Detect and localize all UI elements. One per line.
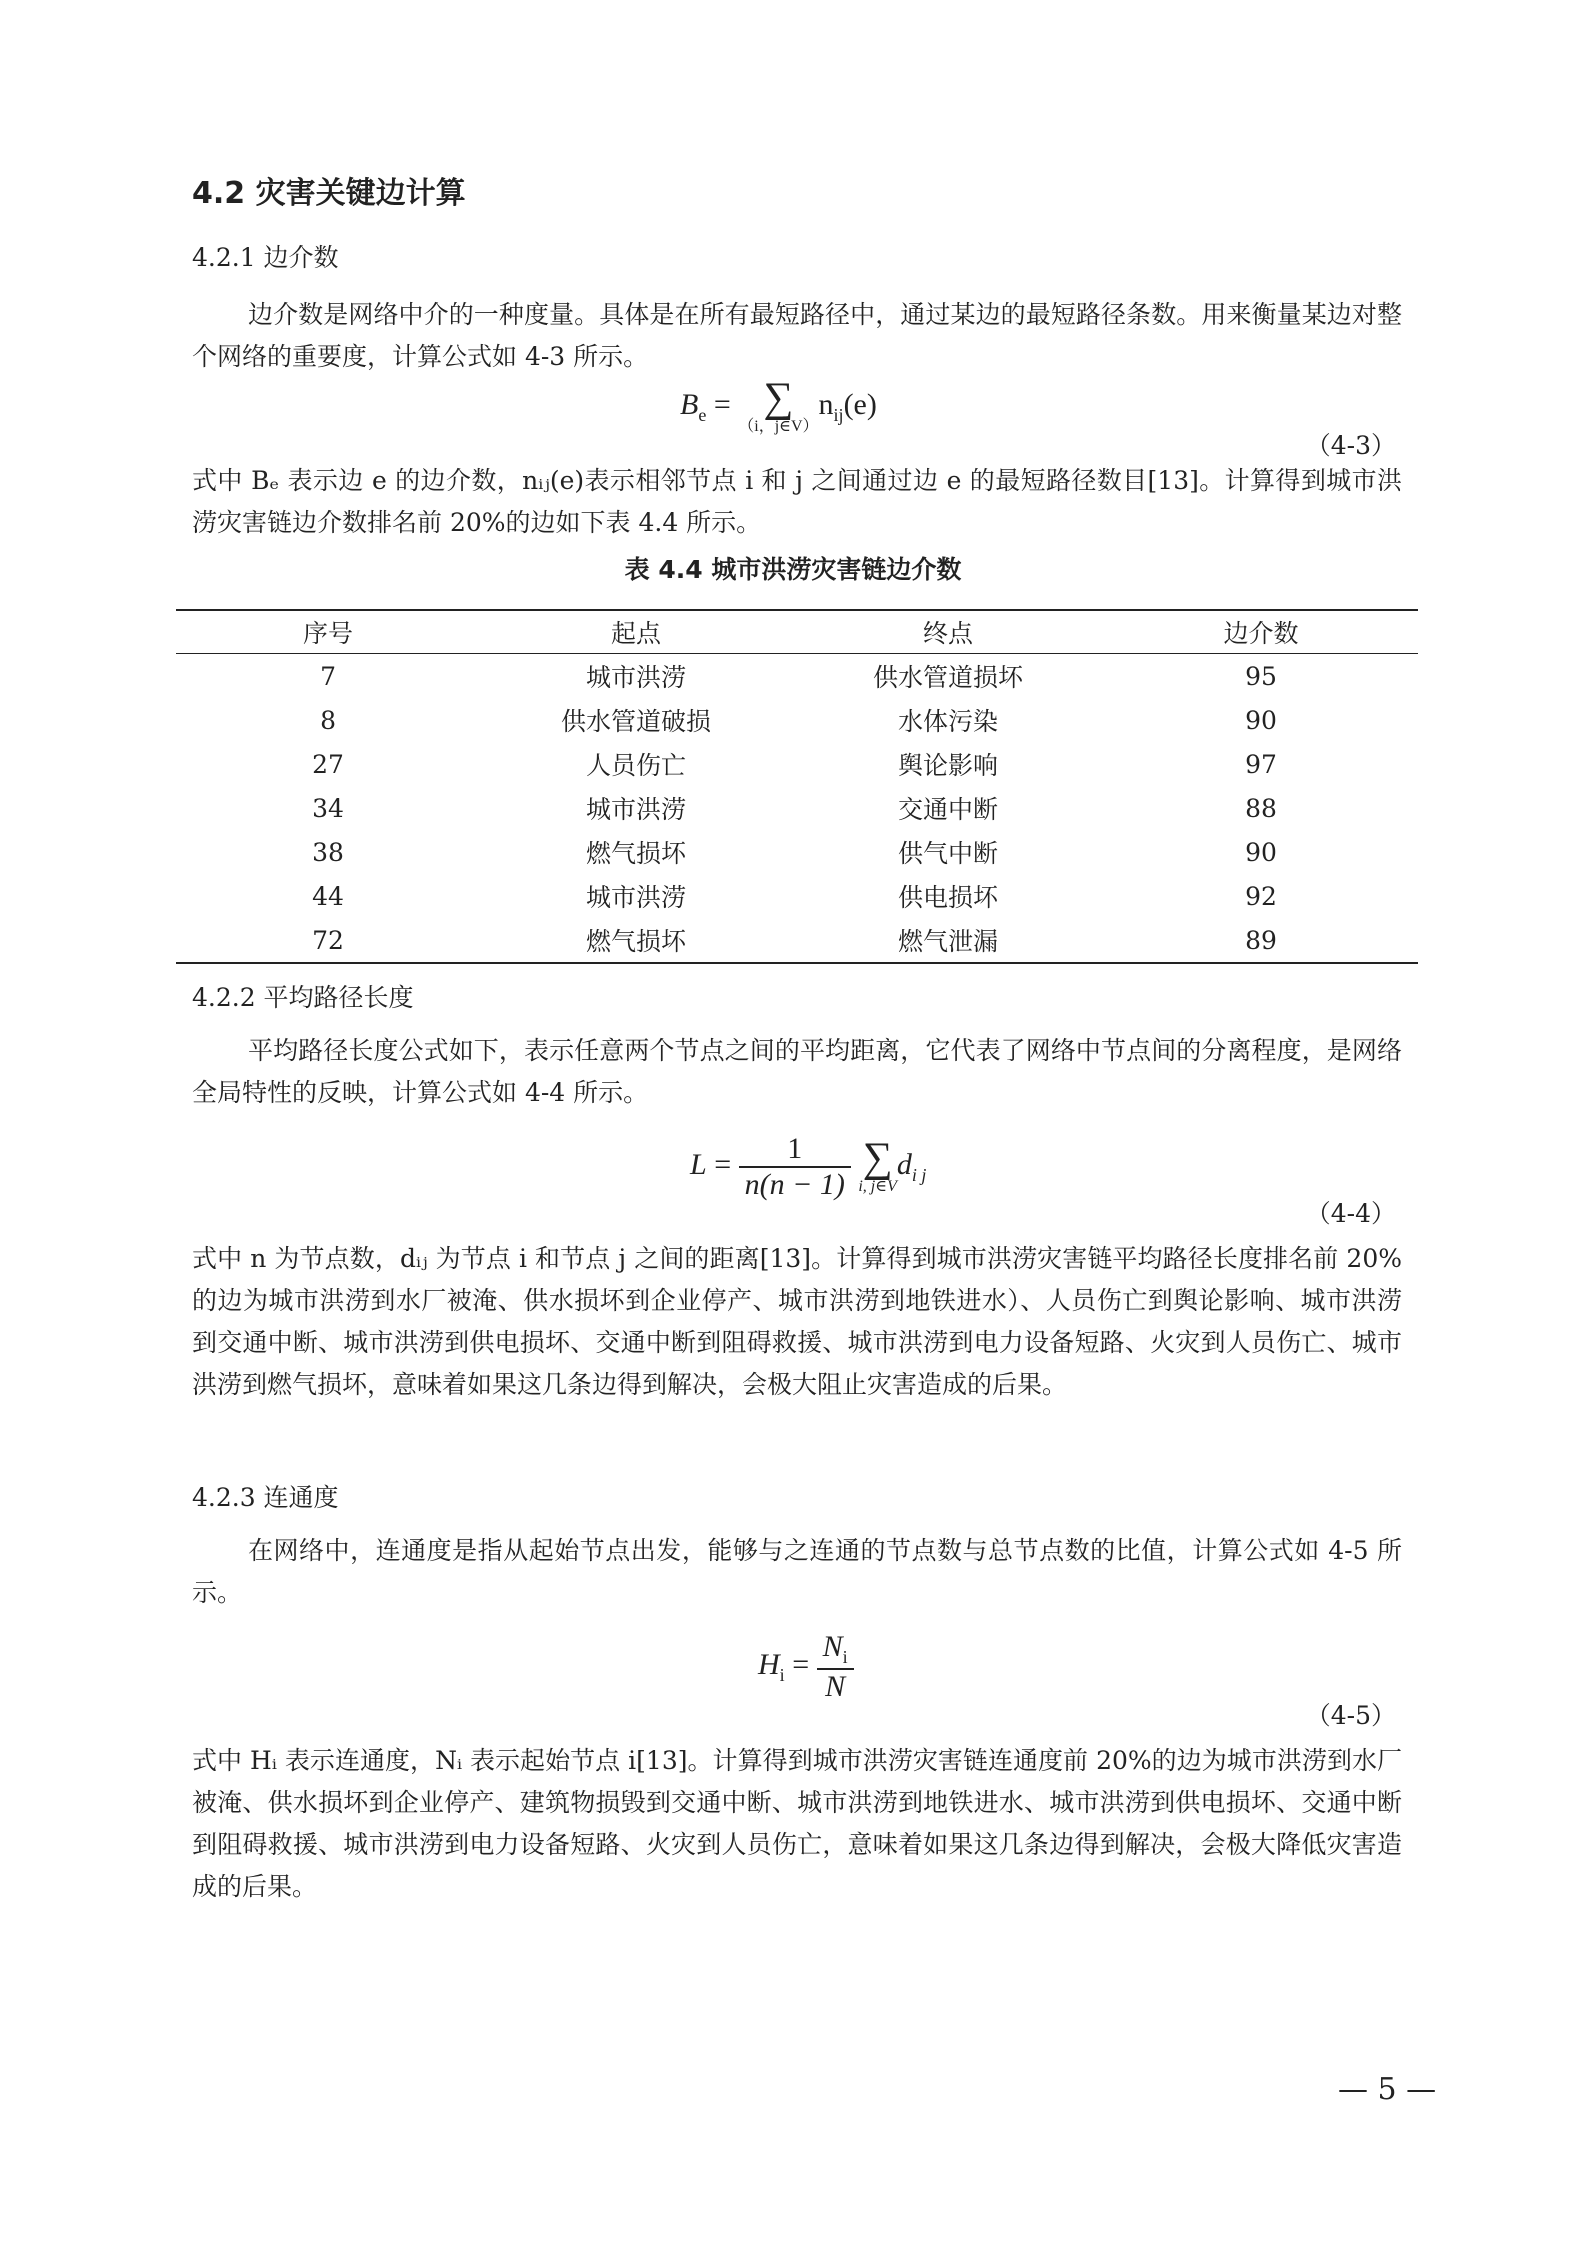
header-end: 终点 bbox=[792, 610, 1104, 654]
sum-symbol: ∑ i, j∈V bbox=[858, 1135, 897, 1195]
table-row: 44 城市洪涝 供电损坏 92 bbox=[312, 881, 1277, 912]
table-row: 27 人员伤亡 舆论影响 97 bbox=[312, 749, 1277, 780]
section-title: 4.2 灾害关键边计算 bbox=[192, 176, 466, 211]
equation-number-4-5: （4-5） bbox=[1305, 1701, 1396, 1730]
fraction: $\frac{N_i}{N}$ bbox=[817, 1630, 854, 1704]
edge-betweenness-table bbox=[176, 609, 1418, 964]
paragraph-edge-betweenness-intro: 边介数是网络中介的一种度量。具体是在所有最短路径中，通过某边的最短路径条数。用来衡量某边对整个网络的重要度，计算公式如 4-3 所示。 bbox=[192, 300, 1402, 371]
paragraph-connectivity-explain: 式中 Hᵢ 表示连通度，Nᵢ 表示起始节点 i[13]。计算得到城市洪涝灾害链连通度前 20%的边为城市洪涝到水厂被淹、供水损坏到企业停产、建筑物损毁到交通中断、城市洪涝到地铁进水、城市洪涝到供电损坏、交通中断到阻碍救援、城市洪涝到电力设备短路、火灾到人员伤亡，意味着如果这几条边得到解决，会极大降低灾害造成的后果。 bbox=[192, 1746, 1402, 1901]
table-row: 38 燃气损坏 供气中断 90 bbox=[312, 837, 1277, 868]
table-row: 34 城市洪涝 交通中断 88 bbox=[312, 793, 1277, 824]
table-row: 72 燃气损坏 燃气泄漏 89 bbox=[176, 918, 1418, 963]
subsection-title-connectivity: 4.2.3 连通度 bbox=[192, 1483, 339, 1512]
table-row: 8 供水管道破损 水体污染 90 bbox=[320, 705, 1277, 736]
paragraph-avg-path-intro: 平均路径长度公式如下，表示任意两个节点之间的平均距离，它代表了网络中节点间的分离程度，是网络全局特性的反映，计算公式如 4-4 所示。 bbox=[192, 1036, 1402, 1107]
subsection-title-edge-betweenness: 4.2.1 边介数 bbox=[192, 243, 339, 272]
equation-number-4-3: （4-3） bbox=[1305, 431, 1396, 460]
subsection-title-avg-path: 4.2.2 平均路径长度 bbox=[192, 983, 414, 1012]
paragraph-connectivity-intro: 在网络中，连通度是指从起始节点出发，能够与之连通的节点数与总节点数的比值，计算公式如 4-5 所示。 bbox=[192, 1536, 1402, 1607]
equation-4-5: $H_i$ = $\frac{N_i}{N}$ bbox=[758, 1630, 854, 1704]
paragraph-avg-path-explain: 式中 n 为节点数，dᵢⱼ 为节点 i 和节点 j 之间的距离[13]。计算得到城市洪涝灾害链平均路径长度排名前 20%的边为城市洪涝到水厂被淹、供水损坏到企业停产、城市洪涝到地铁进水）、人员伤亡到舆论影响、城市洪涝到交通中断、城市洪涝到供电损坏、交通中断到阻碍救援、城市洪涝到电力设备短路、火灾到人员伤亡、城市洪涝到燃气损坏，意味着如果这几条边得到解决，会极大阻止灾害造成的后果。 bbox=[192, 1244, 1402, 1399]
header-betweenness: 边介数 bbox=[1104, 610, 1418, 654]
header-start: 起点 bbox=[480, 610, 792, 654]
paragraph-edge-betweenness-explain: 式中 Bₑ 表示边 e 的边介数，nᵢⱼ(e)表示相邻节点 i 和 j 之间通过边 e 的最短路径数目[13]。计算得到城市洪涝灾害链边介数排名前 20%的边如下表 4.4 所示。 bbox=[192, 466, 1402, 537]
header-index: 序号 bbox=[176, 610, 480, 654]
table-caption: 表 4.4 城市洪涝灾害链边介数 bbox=[624, 555, 962, 584]
table-header-row bbox=[176, 610, 1418, 654]
page-number: — 5 — bbox=[1338, 2072, 1437, 2107]
table-row: 7 城市洪涝 供水管道损坏 95 bbox=[320, 661, 1277, 692]
fraction: $\frac{1}{n(n - 1)}$ bbox=[739, 1132, 851, 1202]
equation-4-3: $B_e$ = ∑ （i，j∈V） $n_{ij}(e)$ bbox=[680, 375, 877, 435]
sum-symbol: ∑ （i，j∈V） bbox=[738, 375, 819, 435]
equation-4-4: L = $\frac{1}{n(n - 1)}$ ∑ i, j∈V $d_{i j}$ bbox=[690, 1132, 927, 1201]
equation-number-4-4: （4-4） bbox=[1305, 1199, 1396, 1228]
